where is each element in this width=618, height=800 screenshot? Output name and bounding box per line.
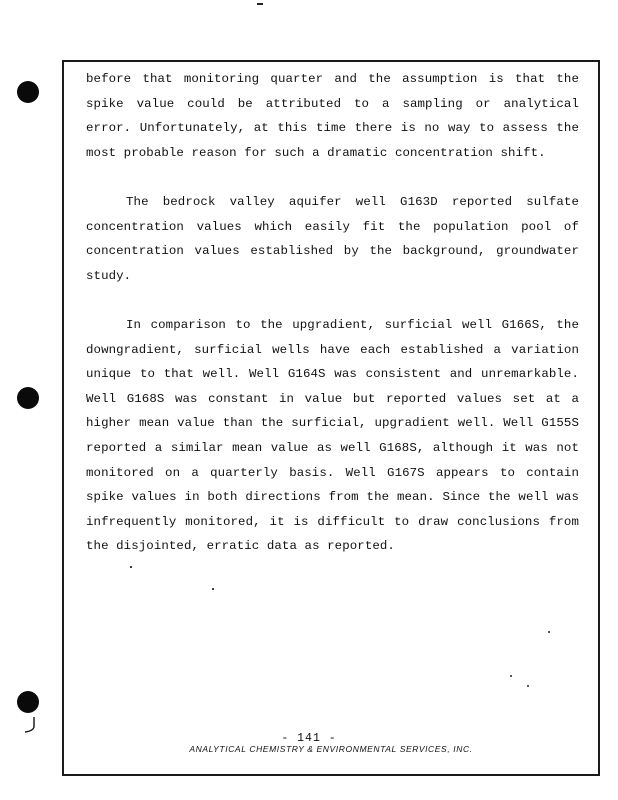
punch-hole-middle: [17, 387, 39, 409]
body-paragraph-3: In comparison to the upgradient, surficial well G166S, the downgradient, surficial wells have each established a variation unique to that well. Well G164S was consistent and unremarkable. Well G168S was constant in value but reported values set at a higher mean value than the surficial, upgradient well. Well G155S reported a similar mean value as well G168S, although it was not monitored on a quarterly basis. Well G167S appears to contain spike values in both directions from the mean. Since the well was infrequently monitored, it is difficult to draw conclusions from the disjointed, erratic data as reported.: [86, 317, 579, 554]
scan-speck: [527, 685, 529, 687]
company-footer: ANALYTICAL CHEMISTRY & ENVIRONMENTAL SERVICES, INC.: [189, 744, 473, 754]
body-paragraph-1: before that monitoring quarter and the assumption is that the spike value could be attributed to a sampling or analytical error. Unfortunately, at this time there is no way to assess the most probable reason for such a dramatic concentration shift.: [86, 72, 579, 160]
scan-speck: [548, 631, 550, 633]
page-number: - 141 -: [281, 732, 337, 745]
scan-speck: [510, 675, 512, 677]
punch-hole-top: [17, 81, 39, 103]
body-paragraph-2: The bedrock valley aquifer well G163D reported sulfate concentration values which easily fit the population pool of concentration values established by the background, groundwater study.: [86, 194, 579, 283]
scan-speck: [212, 588, 214, 590]
document-body: [86, 67, 579, 583]
scan-speck: [257, 3, 263, 5]
punch-hole-bottom: [17, 691, 39, 713]
